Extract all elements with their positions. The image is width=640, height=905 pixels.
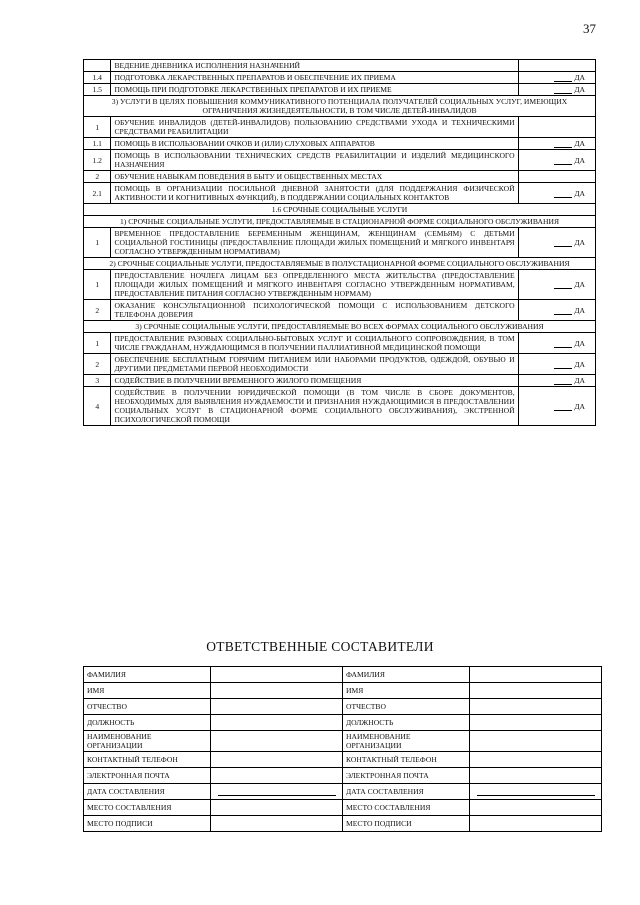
service-text: СОДЕЙСТВИЕ В ПОЛУЧЕНИИ ВРЕМЕННОГО ЖИЛОГО ПОМЕЩЕНИЯ: [111, 375, 518, 387]
service-row: [84, 72, 596, 84]
check-label: ДА: [574, 73, 585, 82]
field-value[interactable]: [211, 667, 343, 683]
field-value[interactable]: [470, 683, 602, 699]
check-label: ДА: [574, 401, 585, 411]
field-value[interactable]: [211, 800, 343, 816]
section-heading: 1) СРОЧНЫЕ СОЦИАЛЬНЫЕ УСЛУГИ, ПРЕДОСТАВЛЯЕМЫЕ В СТАЦИОНАРНОЙ ФОРМЕ СОЦИАЛЬНОГО ОБСЛУЖИВАНИЯ: [84, 216, 596, 228]
service-row: [84, 171, 596, 183]
service-text: ПОМОЩЬ ПРИ ПОДГОТОВКЕ ЛЕКАРСТВЕННЫХ ПРЕПАРАТОВ И ИХ ПРИЕМЕ: [111, 84, 518, 96]
check-blank[interactable]: [554, 306, 572, 315]
check-blank[interactable]: [554, 280, 572, 289]
service-number: 2: [84, 354, 111, 375]
service-row: [84, 60, 596, 72]
service-row: [84, 228, 596, 258]
service-row: [84, 354, 596, 375]
service-text: ПОДГОТОВКА ЛЕКАРСТВЕННЫХ ПРЕПАРАТОВ И ОБЕСПЕЧЕНИЕ ИХ ПРИЕМА: [111, 72, 518, 84]
service-row: [84, 84, 596, 96]
check-blank[interactable]: [554, 360, 572, 369]
field-label: МЕСТО СОСТАВЛЕНИЯ: [84, 800, 211, 816]
responsible-row: [84, 784, 602, 800]
service-number: 1.2: [84, 150, 111, 171]
field-value[interactable]: [211, 752, 343, 768]
check-label: ДА: [574, 155, 585, 165]
responsible-row: [84, 715, 602, 731]
service-number: 2.1: [84, 183, 111, 204]
date-line[interactable]: [218, 786, 336, 796]
service-check-cell[interactable]: [518, 117, 595, 138]
field-label: ДАТА СОСТАВЛЕНИЯ: [343, 784, 470, 800]
service-number: 3: [84, 375, 111, 387]
responsible-row: [84, 816, 602, 832]
field-value[interactable]: [211, 731, 343, 752]
field-value[interactable]: [470, 715, 602, 731]
service-text: ПОМОЩЬ В ИСПОЛЬЗОВАНИИ ОЧКОВ И (ИЛИ) СЛУХОВЫХ АППАРАТОВ: [111, 138, 518, 150]
service-text: ПОМОЩЬ В ОРГАНИЗАЦИИ ПОСИЛЬНОЙ ДНЕВНОЙ ЗАНЯТОСТИ (ДЛЯ ПОДДЕРЖАНИЯ ФИЗИЧЕСКОЙ АКТИВНОСТИ И КОГНИТИВНЫХ ФУНКЦИЙ), В ПОДДЕРЖАНИИ СОЦИАЛЬНЫХ КОНТАКТОВ: [111, 183, 518, 204]
service-check-cell[interactable]: [518, 333, 595, 354]
service-text: ПОМОЩЬ В ИСПОЛЬЗОВАНИИ ТЕХНИЧЕСКИХ СРЕДСТВ РЕАБИЛИТАЦИИ И ИЗДЕЛИЙ МЕДИЦИНСКОГО НАЗНАЧЕНИЯ: [111, 150, 518, 171]
check-blank[interactable]: [554, 339, 572, 348]
section-row: [84, 321, 596, 333]
field-label: ДАТА СОСТАВЛЕНИЯ: [84, 784, 211, 800]
check-label: ДА: [574, 188, 585, 198]
check-blank[interactable]: [554, 85, 572, 94]
service-row: [84, 387, 596, 426]
field-value[interactable]: [470, 800, 602, 816]
check-blank[interactable]: [554, 156, 572, 165]
service-number: 2: [84, 171, 111, 183]
service-text: ВРЕМЕННОЕ ПРЕДОСТАВЛЕНИЕ БЕРЕМЕННЫМ ЖЕНЩИНАМ, ЖЕНЩИНАМ (СЕМЬЯМ) С ДЕТЬМИ СОЦИАЛЬНОЙ ГОСТИНИЦЫ (ПРЕДОСТАВЛЕНИЕ ПЛОЩАДИ ЖИЛЫХ ПОМЕЩЕНИЙ И МЯГКОГО ИНВЕНТАРЯ СОГЛАСНО УТВЕРЖДЕННЫМ НОРМАТИВАМ): [111, 228, 518, 258]
responsible-title: ОТВЕТСТВЕННЫЕ СОСТАВИТЕЛИ: [206, 639, 434, 654]
responsible-row: [84, 752, 602, 768]
service-check-cell[interactable]: [518, 375, 595, 387]
field-value[interactable]: [211, 768, 343, 784]
service-row: [84, 183, 596, 204]
field-value[interactable]: [211, 784, 343, 800]
section-heading: 1.6 СРОЧНЫЕ СОЦИАЛЬНЫЕ УСЛУГИ: [84, 204, 596, 216]
service-check-cell[interactable]: [518, 228, 595, 258]
field-value[interactable]: [211, 816, 343, 832]
section-heading: 3) СРОЧНЫЕ СОЦИАЛЬНЫЕ УСЛУГИ, ПРЕДОСТАВЛЯЕМЫЕ ВО ВСЕХ ФОРМАХ СОЦИАЛЬНОГО ОБСЛУЖИВАНИЯ: [84, 321, 596, 333]
service-row: [84, 375, 596, 387]
field-label: ФАМИЛИЯ: [343, 667, 470, 683]
section-heading: 3) УСЛУГИ В ЦЕЛЯХ ПОВЫШЕНИЯ КОММУНИКАТИВНОГО ПОТЕНЦИАЛА ПОЛУЧАТЕЛЕЙ СОЦИАЛЬНЫХ УСЛУГ, ИМЕЮЩИХ ОГРАНИЧЕНИЯ ЖИЗНЕДЕЯТЕЛЬНОСТИ, В ТОМ ЧИСЛЕ ДЕТЕЙ-ИНВАЛИДОВ: [84, 96, 596, 117]
service-text: СОДЕЙСТВИЕ В ПОЛУЧЕНИИ ЮРИДИЧЕСКОЙ ПОМОЩИ (В ТОМ ЧИСЛЕ В СБОРЕ ДОКУМЕНТОВ, НЕОБХОДИМЫХ ДЛЯ ВЫЯВЛЕНИЯ НУЖДАЕМОСТИ И ПРИЗНАНИЯ НУЖДАЮЩИМИСЯ В ПРЕДОСТАВЛЕНИИ СОЦИАЛЬНЫХ УСЛУГ В СТАЦИОНАРНОЙ ФОРМЕ СОЦИАЛЬНОГО ОБСЛУЖИВАНИЯ), ЭКСТРЕННОЙ ПСИХОЛОГИЧЕСКОЙ ПОМОЩИ: [111, 387, 518, 426]
field-label: ОТЧЕСТВО: [84, 699, 211, 715]
check-label: ДА: [574, 376, 585, 385]
service-number: 1.1: [84, 138, 111, 150]
service-number: 1: [84, 333, 111, 354]
service-number: [84, 60, 111, 72]
section-heading: 2) СРОЧНЫЕ СОЦИАЛЬНЫЕ УСЛУГИ, ПРЕДОСТАВЛЯЕМЫЕ В ПОЛУСТАЦИОНАРНОЙ ФОРМЕ СОЦИАЛЬНОГО ОБСЛУЖИВАНИЯ: [84, 258, 596, 270]
service-text: ОБУЧЕНИЕ ИНВАЛИДОВ (ДЕТЕЙ-ИНВАЛИДОВ) ПОЛЬЗОВАНИЮ СРЕДСТВАМИ УХОДА И ТЕХНИЧЕСКИМИ СРЕДСТВАМИ РЕАБИЛИТАЦИИ: [111, 117, 518, 138]
check-blank[interactable]: [554, 402, 572, 411]
field-label: МЕСТО ПОДПИСИ: [84, 816, 211, 832]
check-blank[interactable]: [554, 73, 572, 82]
check-blank[interactable]: [554, 238, 572, 247]
service-text: ОКАЗАНИЕ КОНСУЛЬТАЦИОННОЙ ПСИХОЛОГИЧЕСКОЙ ПОМОЩИ С ИСПОЛЬЗОВАНИЕМ ДЕТСКОГО ТЕЛЕФОНА ДОВЕРИЯ: [111, 300, 518, 321]
field-value[interactable]: [470, 768, 602, 784]
responsible-row: [84, 699, 602, 715]
field-label: КОНТАКТНЫЙ ТЕЛЕФОН: [84, 752, 211, 768]
check-label: ДА: [574, 139, 585, 148]
field-label: ЭЛЕКТРОННАЯ ПОЧТА: [84, 768, 211, 784]
services-table: [83, 59, 596, 426]
check-label: ДА: [574, 338, 585, 348]
service-number: 1.4: [84, 72, 111, 84]
check-blank[interactable]: [554, 189, 572, 198]
check-label: ДА: [574, 305, 585, 315]
field-label: МЕСТО СОСТАВЛЕНИЯ: [343, 800, 470, 816]
check-label: ДА: [574, 238, 585, 247]
service-check-cell[interactable]: [518, 300, 595, 321]
field-value[interactable]: [470, 752, 602, 768]
service-check-cell[interactable]: [518, 171, 595, 183]
field-label: ЭЛЕКТРОННАЯ ПОЧТА: [343, 768, 470, 784]
responsible-row: [84, 667, 602, 683]
service-check-cell[interactable]: [518, 354, 595, 375]
service-row: [84, 300, 596, 321]
responsible-table: [83, 666, 602, 832]
section-row: [84, 204, 596, 216]
service-check-cell[interactable]: [518, 72, 595, 84]
service-number: 2: [84, 300, 111, 321]
service-number: 1: [84, 228, 111, 258]
field-value[interactable]: [211, 699, 343, 715]
section-row: [84, 216, 596, 228]
page-number: 37: [583, 21, 596, 36]
field-label: ДОЛЖНОСТЬ: [84, 715, 211, 731]
responsible-row: [84, 800, 602, 816]
service-check-cell[interactable]: [518, 387, 595, 426]
field-value[interactable]: [470, 784, 602, 800]
service-text: ВЕДЕНИЕ ДНЕВНИКА ИСПОЛНЕНИЯ НАЗНАЧЕНИЙ: [111, 60, 518, 72]
service-row: [84, 150, 596, 171]
field-label: НАИМЕНОВАНИЕ ОРГАНИЗАЦИИ: [84, 731, 211, 752]
check-label: ДА: [574, 85, 585, 94]
section-row: [84, 96, 596, 117]
service-check-cell[interactable]: [518, 138, 595, 150]
service-check-cell[interactable]: [518, 270, 595, 300]
field-label: МЕСТО ПОДПИСИ: [343, 816, 470, 832]
service-text: ПРЕДОСТАВЛЕНИЕ НОЧЛЕГА ЛИЦАМ БЕЗ ОПРЕДЕЛЕННОГО МЕСТА ЖИТЕЛЬСТВА (ПРЕДОСТАВЛЕНИЕ ПЛОЩАДИ ЖИЛЫХ ПОМЕЩЕНИЙ И МЯГКОГО ИНВЕНТАРЯ СОГЛАСНО УТВЕРЖДЕННЫМ НОРМАТИВАМ, ПРЕДОСТАВЛЕНИЕ ПИТАНИЯ СОГЛАСНО УТВЕРЖДЕННЫМ НОРМАМ): [111, 270, 518, 300]
service-check-cell[interactable]: [518, 150, 595, 171]
service-check-cell[interactable]: [518, 183, 595, 204]
check-blank[interactable]: [554, 376, 572, 385]
service-text: ОБУЧЕНИЕ НАВЫКАМ ПОВЕДЕНИЯ В БЫТУ И ОБЩЕСТВЕННЫХ МЕСТАХ: [111, 171, 518, 183]
field-label: ДОЛЖНОСТЬ: [343, 715, 470, 731]
check-blank[interactable]: [554, 139, 572, 148]
service-row: [84, 138, 596, 150]
service-check-cell[interactable]: [518, 60, 595, 72]
field-label: ОТЧЕСТВО: [343, 699, 470, 715]
section-row: [84, 258, 596, 270]
field-label: ИМЯ: [343, 683, 470, 699]
service-row: [84, 270, 596, 300]
service-number: 1: [84, 117, 111, 138]
check-label: ДА: [574, 359, 585, 369]
service-row: [84, 117, 596, 138]
field-value[interactable]: [470, 699, 602, 715]
service-check-cell[interactable]: [518, 84, 595, 96]
service-number: 4: [84, 387, 111, 426]
service-text: ПРЕДОСТАВЛЕНИЕ РАЗОВЫХ СОЦИАЛЬНО-БЫТОВЫХ УСЛУГ И СОЦИАЛЬНОГО СОПРОВОЖДЕНИЯ, В ТОМ ЧИСЛЕ ГРАЖДАНАМ, НУЖДАЮЩИМСЯ В ПОЛУЧЕНИИ ПАЛЛИАТИВНОЙ МЕДИЦИНСКОЙ ПОМОЩИ: [111, 333, 518, 354]
responsible-row: [84, 731, 602, 752]
service-number: 1.5: [84, 84, 111, 96]
date-line[interactable]: [477, 786, 595, 796]
service-text: ОБЕСПЕЧЕНИЕ БЕСПЛАТНЫМ ГОРЯЧИМ ПИТАНИЕМ ИЛИ НАБОРАМИ ПРОДУКТОВ, ОДЕЖДОЙ, ОБУВЬЮ И ДРУГИМИ ПРЕДМЕТАМИ ПЕРВОЙ НЕОБХОДИМОСТИ: [111, 354, 518, 375]
responsible-row: [84, 683, 602, 699]
field-value[interactable]: [470, 667, 602, 683]
check-label: ДА: [574, 280, 585, 289]
field-label: НАИМЕНОВАНИЕ ОРГАНИЗАЦИИ: [343, 731, 470, 752]
field-value[interactable]: [470, 731, 602, 752]
field-value[interactable]: [211, 715, 343, 731]
service-number: 1: [84, 270, 111, 300]
service-row: [84, 333, 596, 354]
field-label: ФАМИЛИЯ: [84, 667, 211, 683]
field-value[interactable]: [211, 683, 343, 699]
responsible-row: [84, 768, 602, 784]
field-label: КОНТАКТНЫЙ ТЕЛЕФОН: [343, 752, 470, 768]
field-label: ИМЯ: [84, 683, 211, 699]
field-value[interactable]: [470, 816, 602, 832]
